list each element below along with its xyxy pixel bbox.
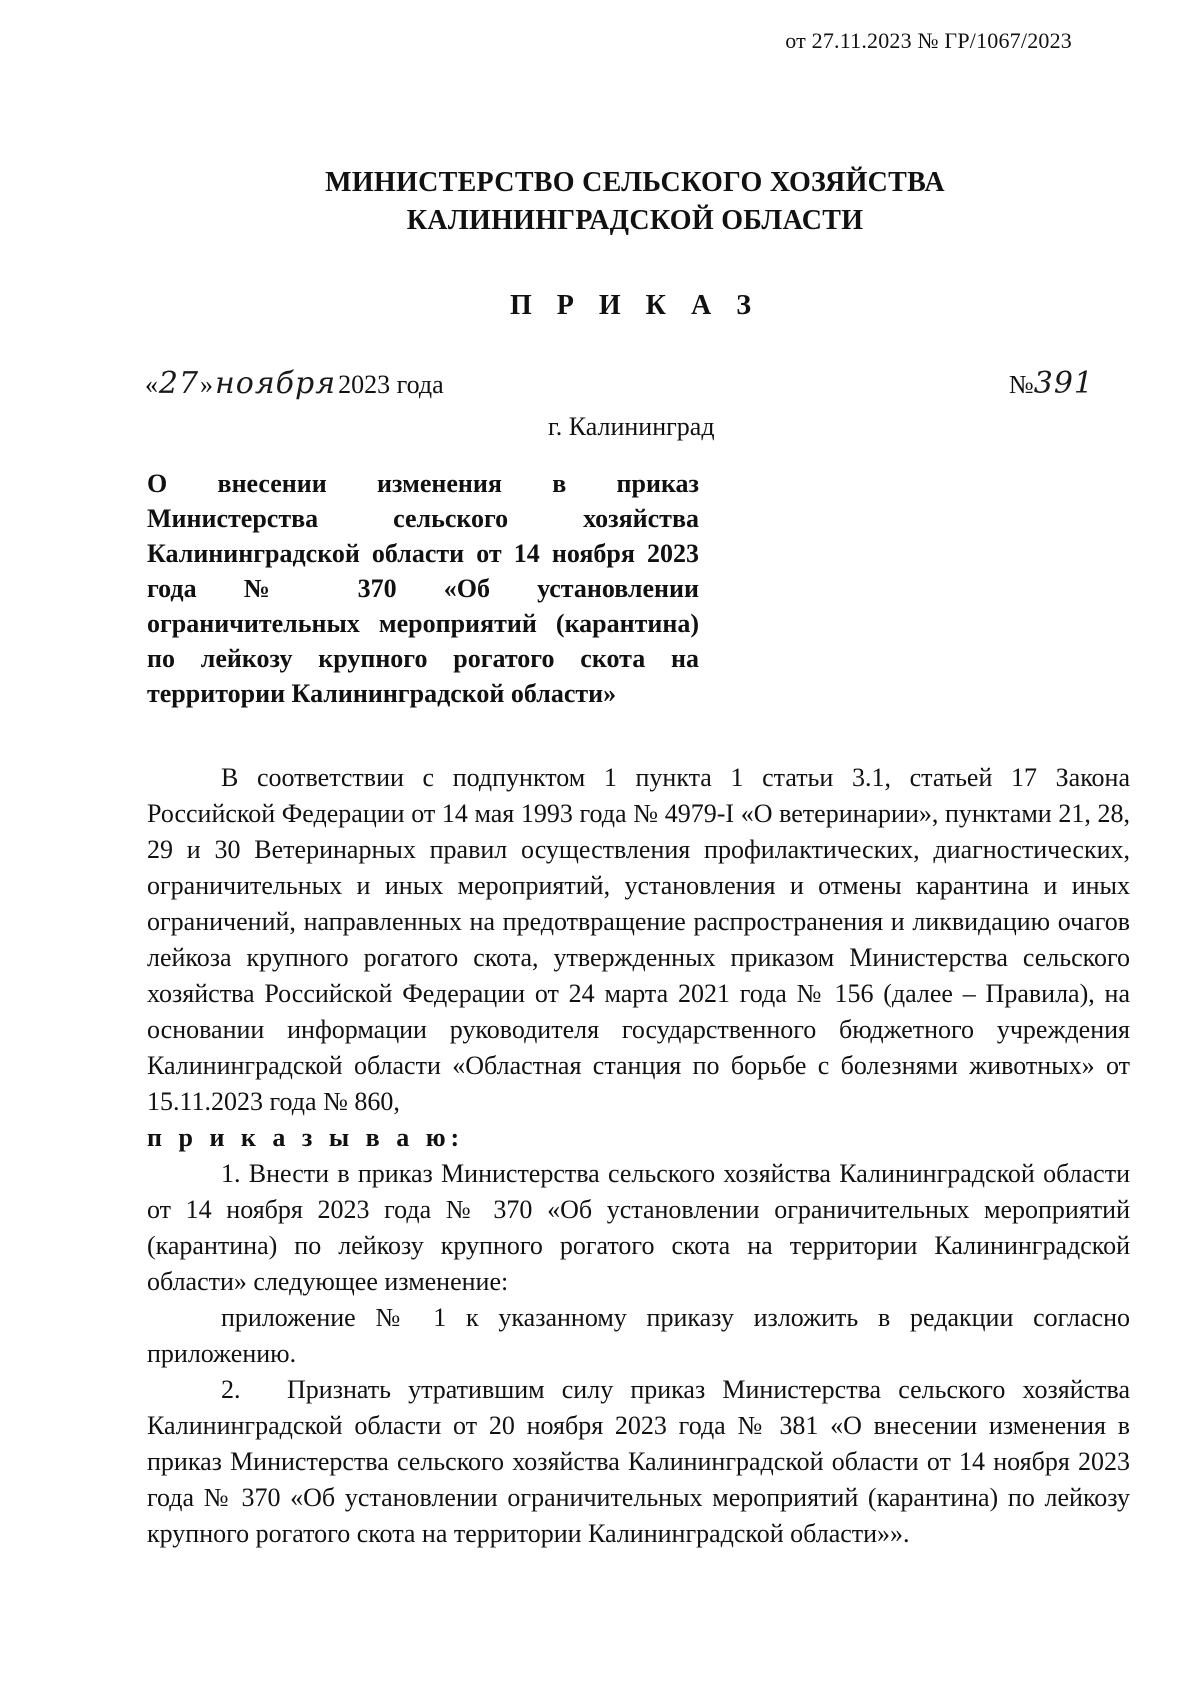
preamble-paragraph: В соответствии с подпунктом 1 пункта 1 статьи 3.1, статьей 17 Закона Российской Федерации от 14 мая 1993 года № 4979-I «О ветеринарии», пунктами 21, 28, 29 и 30 Ветеринарных правил осуществления профилактических, диагностических, ограничительных и иных мероприятий, установления и отмены карантина и иных ограничений, направленных на предотвращение распространения и ликвидацию очагов лейкоза крупного рогатого скота, утвержденных приказом Министерства сельского хозяйства Российской Федерации от 24 марта 2021 года № 156 (далее – Правила), на основании информации руководителя государственного бюджетного учреждения Калининградской области «Областная станция по борьбе с болезнями животных» от 15.11.2023 года № 860, bbox=[147, 763, 1130, 1116]
date-open-quote: « bbox=[145, 370, 158, 399]
registration-number: от 27.11.2023 № ГР/1067/2023 bbox=[785, 28, 1072, 53]
ministry-header bbox=[0, 164, 1200, 240]
decree-word: п р и к а з ы в а ю: bbox=[147, 1123, 465, 1152]
item-2-text: Признать утратившим силу приказ Министерства сельского хозяйства Калининградской области от 20 ноября 2023 года № 381 «О внесении изменения в приказ Министерства сельского хозяйства Калининградской области от 14 ноября 2023 года № 370 «Об установлении ограничительных мероприятий (карантина) по лейкозу крупного рогатого скота на территории Калининградской области»». bbox=[147, 1375, 1130, 1548]
number-prefix: № bbox=[1008, 370, 1034, 399]
item-1-detail-paragraph: приложение № 1 к указанному приказу изложить в редакции согласно приложению. bbox=[147, 1303, 1130, 1368]
handwritten-day: 27 bbox=[158, 366, 200, 401]
city-line: г. Калининград bbox=[548, 412, 715, 441]
handwritten-month: ноября bbox=[215, 366, 337, 401]
item-2-paragraph bbox=[147, 1372, 1130, 1552]
handwritten-number: 391 bbox=[1033, 366, 1094, 401]
order-date bbox=[145, 366, 444, 401]
date-close-quote: » bbox=[200, 370, 213, 399]
order-number bbox=[1009, 366, 1094, 401]
order-subject: О внесении изменения в приказ Министерства сельского хозяйства Калининградской области от 14 ноября 2023 года № 370 «Об установлении ограничительных мероприятий (карантина) по лейкозу крупного рогатого скота на территории Калининградской области» bbox=[147, 469, 699, 708]
order-body bbox=[147, 760, 1130, 1552]
ministry-name-line-1: МИНИСТЕРСТВО СЕЛЬСКОГО ХОЗЯЙСТВА bbox=[325, 167, 945, 198]
item-1-paragraph: 1. Внести в приказ Министерства сельского хозяйства Калининградской области от 14 ноября 2023 года № 370 «Об установлении ограничительных мероприятий (карантина) по лейкозу крупного рогатого скота на территории Калининградской области» следующее изменение: bbox=[147, 1159, 1130, 1296]
ministry-name-line-2: КАЛИНИНГРАДСКОЙ ОБЛАСТИ bbox=[406, 205, 864, 236]
item-2-number: 2. bbox=[221, 1375, 241, 1404]
date-year: 2023 года bbox=[338, 370, 444, 399]
document-type-title: П Р И К А З bbox=[510, 290, 760, 321]
